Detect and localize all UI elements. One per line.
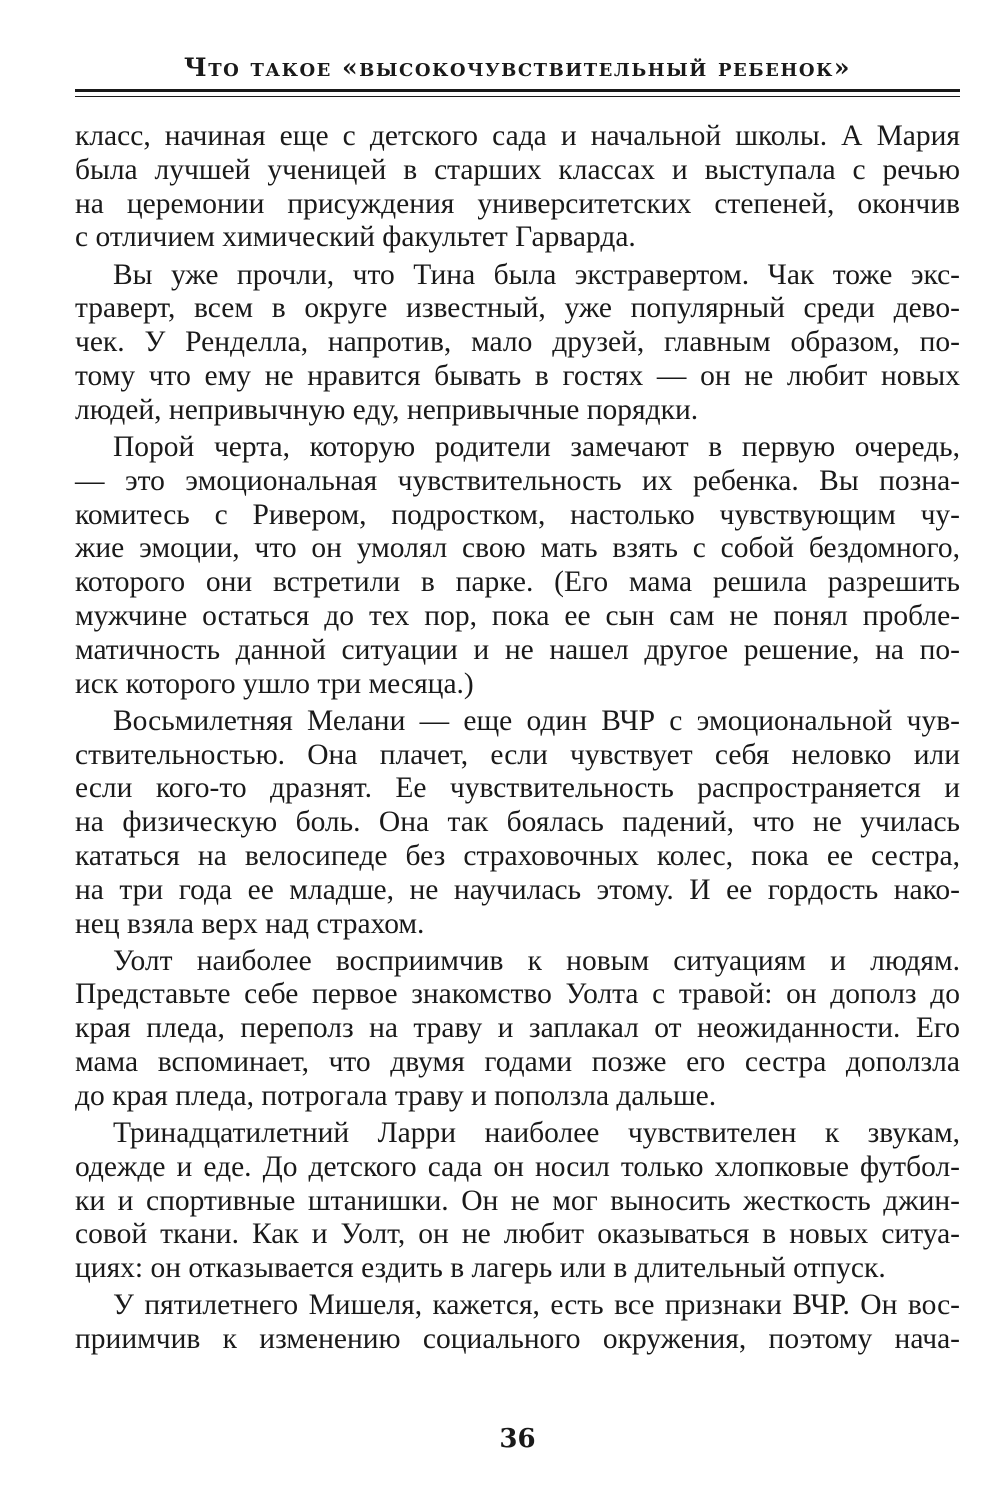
text-line: траверт, всем в округе известный, уже популярный среди дево-	[75, 292, 960, 325]
text-line: нец взяла верх над страхом.	[75, 907, 425, 940]
text-line: чек. У Ренделла, напротив, мало друзей, главным образом, по-	[75, 326, 960, 359]
text-line: приимчив к изменению социального окружения, поэтому нача-	[75, 1323, 960, 1356]
text-line: если кого-то дразнят. Ее чувствительность распространяется и	[75, 772, 960, 805]
paragraph	[75, 945, 960, 1114]
text-line: кататься на велосипеде без страховочных колес, пока ее сестра,	[75, 839, 960, 872]
text-line: циях: он отказывается ездить в лагерь или в длительный отпуск.	[75, 1252, 886, 1285]
text-line: на физическую боль. Она так боялась падений, что не училась	[75, 806, 960, 839]
text-line: Порой черта, которую родители замечают в первую очередь,	[113, 430, 960, 463]
paragraph	[75, 259, 960, 428]
text-line: Представьте себе первое знакомство Уолта с травой: он дополз до	[75, 978, 960, 1011]
text-line: края пледа, переполз на траву и заплакал от неожиданности. Его	[75, 1012, 960, 1045]
body-text	[75, 120, 960, 1360]
header-rule-thick	[75, 89, 960, 92]
text-line: иск которого ушло три месяца.)	[75, 667, 474, 700]
text-line: Вы уже прочли, что Тина была экстравертом. Чак тоже экс-	[113, 258, 960, 291]
paragraph	[75, 431, 960, 701]
text-line: Уолт наиболее восприимчив к новым ситуациям и людям.	[113, 944, 960, 977]
text-line: до края пледа, потрогала траву и поползла дальше.	[75, 1079, 717, 1112]
text-line: жие эмоции, что он умолял свою мать взять с собой бездомного,	[75, 532, 960, 565]
text-line: которого они встретили в парке. (Его мама решила разрешить	[75, 566, 960, 599]
text-line: Тринадцатилетний Ларри наиболее чувствителен к звукам,	[113, 1117, 960, 1150]
paragraph	[75, 120, 960, 255]
text-line: на три года ее младше, не научилась этому. И ее гордость нако-	[75, 873, 960, 906]
text-line: ки и спортивные штанишки. Он не мог выносить жесткость джин-	[75, 1184, 960, 1217]
text-line: класс, начиная еще с детского сада и начальной школы. А Мария	[75, 120, 960, 152]
text-line: одежде и еде. До детского сада он носил только хлопковые футбол-	[75, 1150, 960, 1183]
text-line: мама вспоминает, что двумя годами позже его сестра доползла	[75, 1046, 960, 1079]
text-line: людей, непривычную еду, непривычные порядки.	[75, 393, 699, 426]
text-line: У пятилетнего Мишеля, кажется, есть все признаки ВЧР. Он вос-	[113, 1289, 960, 1322]
page-number: 36	[499, 1424, 536, 1454]
paragraph	[75, 1117, 960, 1286]
text-line: матичность данной ситуации и не нашел другое решение, на по-	[75, 633, 960, 666]
paragraph	[75, 705, 960, 942]
header-rule-thin	[75, 96, 960, 97]
text-line: — это эмоциональная чувствительность их ребенка. Вы позна-	[75, 464, 960, 497]
text-line: совой ткани. Как и Уолт, он не любит оказываться в новых ситуа-	[75, 1218, 960, 1251]
text-line: мужчине остаться до тех пор, пока ее сын сам не понял пробле-	[75, 599, 960, 632]
text-line: с отличием химический факультет Гарварда.	[75, 221, 636, 254]
text-line: комитесь с Ривером, подростком, настолько чувствующим чу-	[75, 498, 960, 531]
paragraph	[75, 1289, 960, 1357]
text-line: Восьмилетняя Мелани — еще один ВЧР с эмоциональной чув-	[113, 704, 960, 737]
running-header: Что такое «высокочувствительный ребенок»	[183, 53, 852, 82]
text-line: была лучшей ученицей в старших классах и выступала с речью	[75, 153, 960, 186]
text-line: ствительностью. Она плачет, если чувствует себя неловко или	[75, 738, 960, 771]
text-line: тому что ему не нравится бывать в гостях — он не любит новых	[75, 359, 960, 392]
text-line: на церемонии присуждения университетских степеней, окончив	[75, 187, 960, 220]
